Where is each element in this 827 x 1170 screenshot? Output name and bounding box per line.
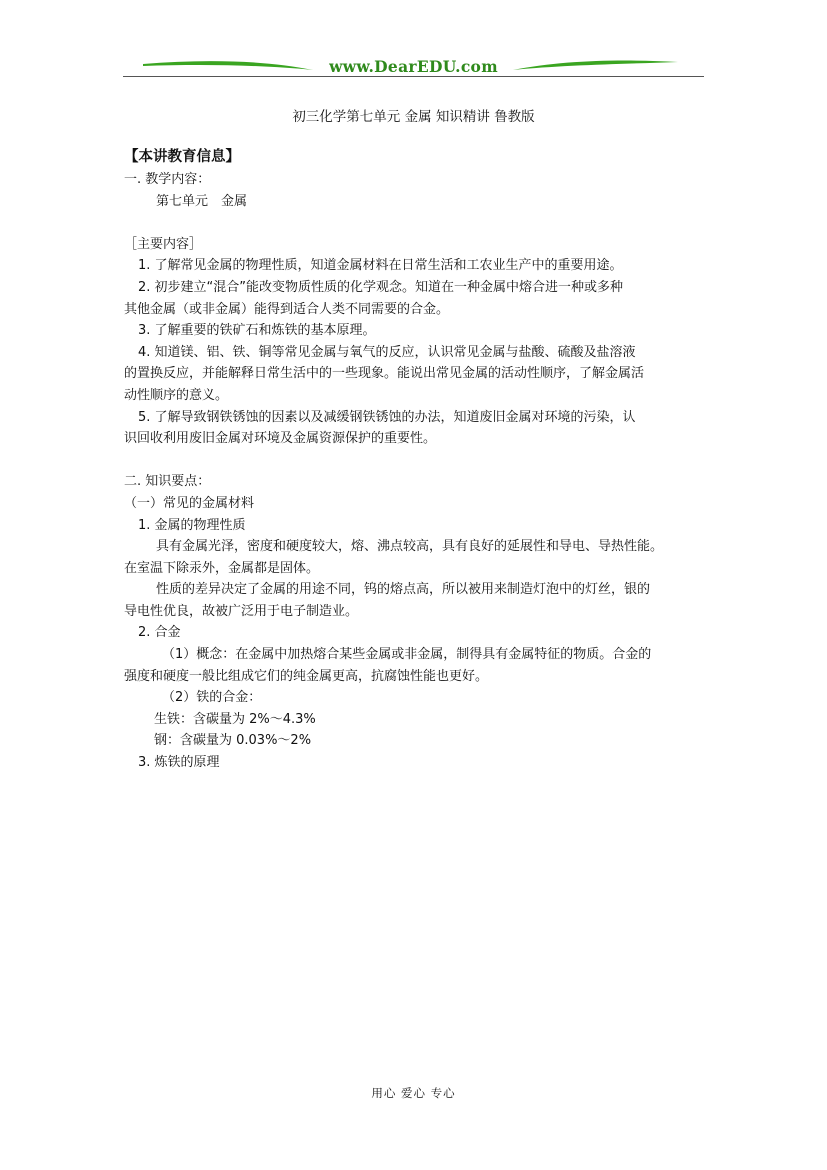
text-line: 识回收利用废旧金属对环境及金属资源保护的重要性。 bbox=[124, 431, 437, 447]
text-line: 生铁：含碳量为 2%～4.3% bbox=[154, 711, 316, 727]
text-line: 钢：含碳量为 0.03%～2% bbox=[154, 733, 312, 749]
text-line: 3. 炼铁的原理 bbox=[138, 755, 220, 771]
text-line: 2. 合金 bbox=[138, 625, 181, 641]
section-heading: 【本讲教育信息】 bbox=[124, 149, 240, 165]
text-line: 二. 知识要点： bbox=[124, 474, 211, 490]
site-logo-banner bbox=[123, 56, 704, 78]
text-line: （2）铁的合金： bbox=[162, 690, 262, 706]
text-line: 其他金属（或非金属）能得到适合人类不同需要的合金。 bbox=[124, 301, 450, 317]
blank-line bbox=[124, 450, 724, 472]
text-line: （一）常见的金属材料 bbox=[124, 495, 255, 511]
text-line: 2. 初步建立“混合”能改变物质性质的化学观念。知道在一种金属中熔合进一种或多种 bbox=[138, 279, 624, 295]
text-line: 强度和硬度一般比组成它们的纯金属更高，抗腐蚀性能也更好。 bbox=[124, 668, 489, 684]
document-body bbox=[124, 145, 724, 774]
text-line: 一. 教学内容： bbox=[124, 172, 211, 187]
blank-line bbox=[124, 212, 724, 234]
text-line: 具有金属光泽，密度和硬度较大，熔、沸点较高，具有良好的延展性和导电、导热性能。 bbox=[156, 539, 664, 555]
text-line: ［主要内容］ bbox=[124, 236, 203, 252]
text-line: （1）概念：在金属中加热熔合某些金属或非金属，制得具有金属特征的物质。合金的 bbox=[162, 647, 652, 663]
site-logo-text[interactable]: www.DearEDU.com bbox=[329, 57, 498, 76]
text-line: 1. 金属的物理性质 bbox=[138, 517, 246, 533]
text-line: 性质的差异决定了金属的用途不同，钨的熔点高，所以被用来制造灯泡中的灯丝，银的 bbox=[156, 582, 651, 598]
text-line: 第七单元 金属 bbox=[156, 193, 248, 209]
document-title: 初三化学第七单元 金属 知识精讲 鲁教版 bbox=[292, 109, 535, 125]
text-line: 5. 了解导致钢铁锈蚀的因素以及减缓钢铁锈蚀的办法，知道废旧金属对环境的污染，认 bbox=[138, 409, 636, 425]
page-footer: 用心 爱心 专心 bbox=[371, 1086, 456, 1100]
text-line: 1. 了解常见金属的物理性质，知道金属材料在日常生活和工农业生产中的重要用途。 bbox=[138, 258, 623, 274]
text-line: 4. 知道镁、铝、铁、铜等常见金属与氧气的反应，认识常见金属与盐酸、硫酸及盐溶液 bbox=[138, 344, 636, 360]
text-line: 导电性优良，故被广泛用于电子制造业。 bbox=[124, 603, 359, 619]
text-line: 在室温下除汞外，金属都是固体。 bbox=[124, 560, 320, 576]
text-line: 动性顺序的意义。 bbox=[124, 387, 229, 403]
header-divider bbox=[123, 76, 704, 77]
text-line: 3. 了解重要的铁矿石和炼铁的基本原理。 bbox=[138, 323, 376, 339]
text-line: 的置换反应，并能解释日常生活中的一些现象。能说出常见金属的活动性顺序，了解金属活 bbox=[124, 366, 645, 382]
